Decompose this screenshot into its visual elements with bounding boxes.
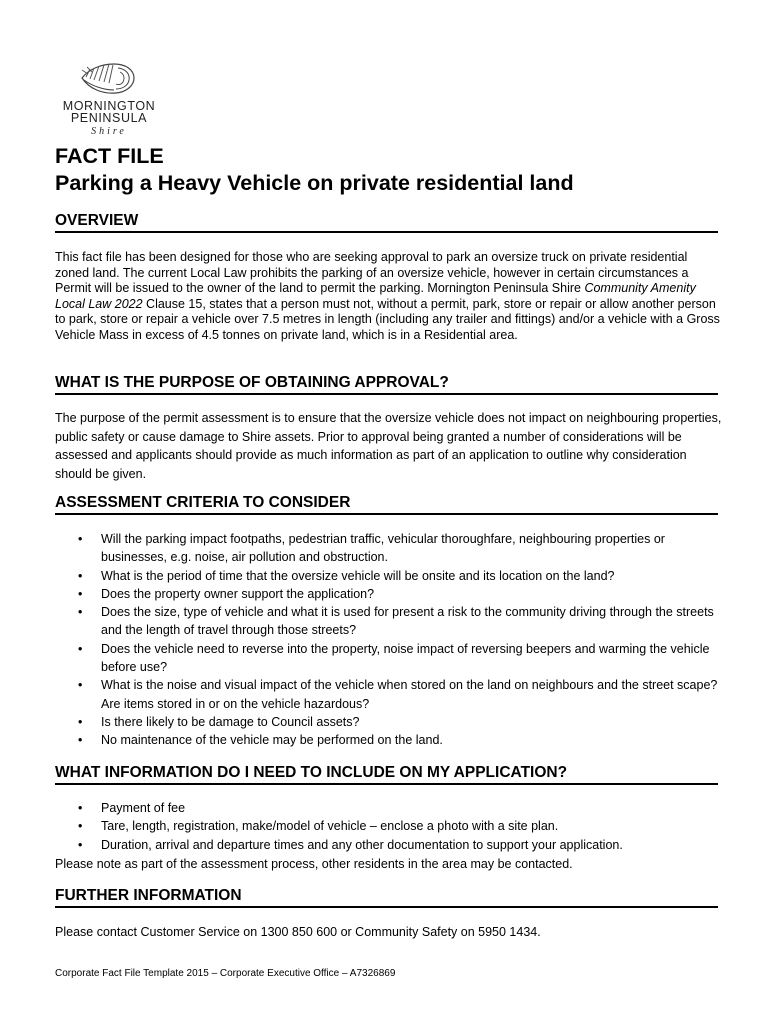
overview-text (55, 250, 723, 344)
logo-text-peninsula: PENINSULA (70, 111, 148, 125)
local-law-title: Community Amenity Local Law 2022 (55, 281, 696, 311)
overview-text-start: This fact file has been designed for those who are seeking approval to park an oversize truck on private residential zoned land. The current Local Law prohibits the parking of an oversize vehicle, however in certain circumstances a Permit will be issued to the owner of the land to permit the parking. Mornington Peninsula Shire (55, 250, 689, 296)
list-item: • What is the noise and visual impact of the vehicle when stored on the land on neighbours and the street scape? Are items stored in or on the vehicle hazardous? (55, 676, 723, 713)
shell-logo-icon (78, 60, 138, 100)
section-heading-overview: OVERVIEW (55, 211, 718, 233)
list-item: • No maintenance of the vehicle may be performed on the land. (55, 731, 723, 749)
information-note: Please note as part of the assessment process, other residents in the area may be contacted. (55, 857, 573, 871)
information-list (55, 799, 723, 854)
list-item: • Tare, length, registration, make/model of vehicle – enclose a photo with a site plan. (55, 817, 723, 835)
list-item: • Does the size, type of vehicle and what it is used for present a risk to the community driving through the streets and the length of travel through those streets? (55, 603, 723, 640)
section-heading-purpose: WHAT IS THE PURPOSE OF OBTAINING APPROVAL? (55, 373, 718, 395)
section-heading-criteria: ASSESSMENT CRITERIA TO CONSIDER (55, 493, 718, 515)
logo-text-mornington: MORNINGTON (62, 99, 156, 113)
shire-logo (52, 60, 172, 138)
logo-text-shire: Shire (91, 126, 127, 137)
page-footer: Corporate Fact File Template 2015 – Corporate Executive Office – A7326869 (55, 968, 396, 979)
list-item: • Will the parking impact footpaths, pedestrian traffic, vehicular thoroughfare, neighbouring properties or businesses, e.g. noise, air pollution and obstruction. (55, 530, 723, 567)
page-subtitle: Parking a Heavy Vehicle on private residential land (55, 171, 574, 195)
page-title: FACT FILE (55, 144, 164, 168)
further-text: Please contact Customer Service on 1300 850 600 or Community Safety on 5950 1434. (55, 925, 541, 939)
list-item: • Does the vehicle need to reverse into the property, noise impact of reversing beepers and warming the vehicle before use? (55, 640, 723, 677)
list-item: • Does the property owner support the application? (55, 585, 723, 603)
overview-text-end: Clause 15, states that a person must not, without a permit, park, store or repair or allow another person to park, store or repair a vehicle over 7.5 metres in length (including any trailer and fittings) and/or a vehicle with a Gross Vehicle Mass in excess of 4.5 tonnes on private land, which is in a Residential area. (55, 296, 720, 342)
list-item: • What is the period of time that the oversize vehicle will be onsite and its location on the land? (55, 567, 723, 585)
list-item: • Duration, arrival and departure times and any other documentation to support your application. (55, 836, 723, 854)
section-heading-further: FURTHER INFORMATION (55, 886, 718, 908)
purpose-text: The purpose of the permit assessment is to ensure that the oversize vehicle does not impact on neighbouring properties, public safety or cause damage to Shire assets. Prior to approval being granted a number of considerations will be assessed and applicants should provide as much information as part of an application to outline why consideration should be given. (55, 411, 722, 481)
list-item: • Payment of fee (55, 799, 723, 817)
criteria-list (55, 530, 723, 750)
section-heading-information: WHAT INFORMATION DO I NEED TO INCLUDE ON MY APPLICATION? (55, 763, 718, 785)
list-item: • Is there likely to be damage to Council assets? (55, 713, 723, 731)
